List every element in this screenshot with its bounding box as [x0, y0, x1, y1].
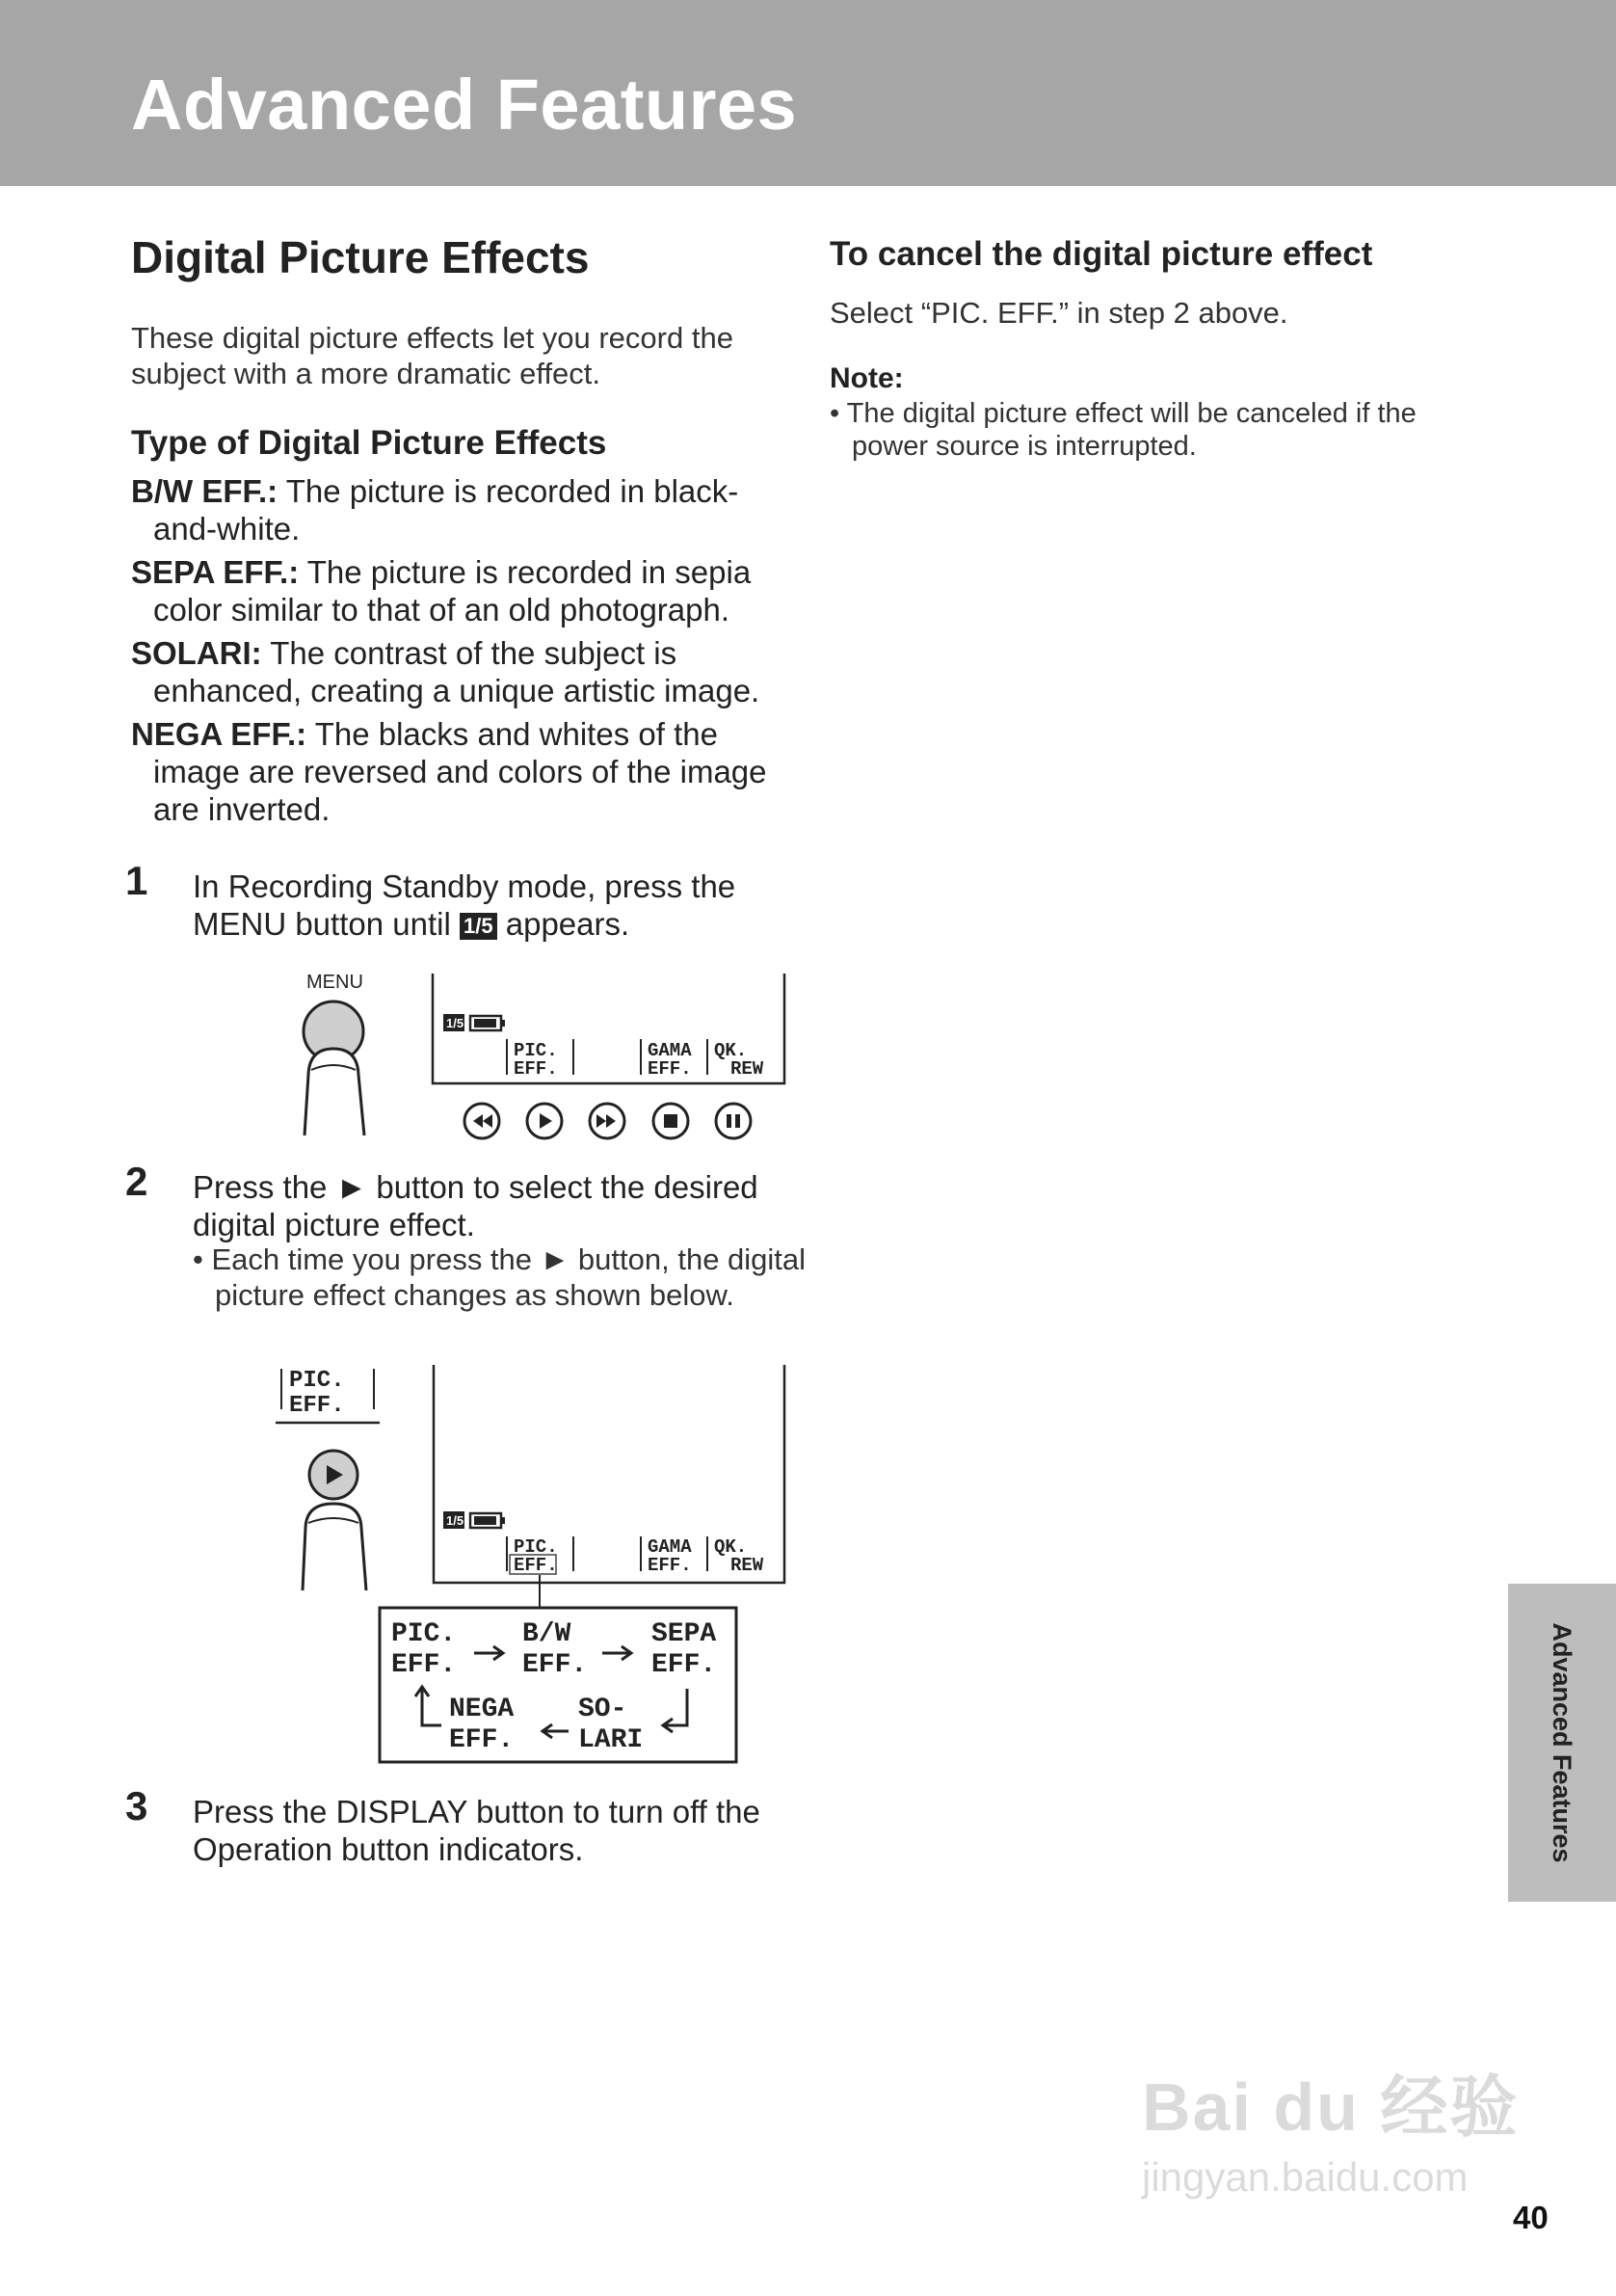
- menu-diagram: [279, 964, 800, 1157]
- cycle-item-top: PIC.: [391, 1619, 457, 1649]
- lcd-label-top: PIC.: [514, 1040, 558, 1061]
- battery-icon: [470, 1016, 505, 1030]
- lcd-label-bottom: EFF.: [648, 1058, 692, 1080]
- lcd-label-bottom: EFF.: [514, 1555, 558, 1576]
- lcd-label-top: PIC.: [514, 1536, 558, 1558]
- step-3-number: 3: [125, 1783, 148, 1829]
- lcd-label-top: QK.: [714, 1040, 748, 1061]
- baidu-watermark: [1142, 2053, 1519, 2201]
- lcd-screen: [434, 1365, 784, 1583]
- play-icon: [527, 1104, 562, 1138]
- page-indicator-icon: 1/5: [460, 913, 497, 940]
- lcd-page-icon: 1/5: [446, 1016, 464, 1030]
- lcd-label-bottom: REW: [730, 1555, 764, 1576]
- note-text: • The digital picture effect will be canceled if the power source is interrupted.: [830, 398, 1417, 462]
- cycle-item-top: SO-: [578, 1695, 627, 1724]
- effect-term: B/W EFF.:: [131, 473, 278, 509]
- cancel-heading: To cancel the digital picture effect: [830, 235, 1373, 273]
- cycle-item-bottom: EFF.: [449, 1725, 515, 1755]
- pic-eff-button-label: [276, 1368, 380, 1423]
- watermark-brand: Bai du 经验: [1142, 2069, 1520, 2145]
- lcd-label-bottom: EFF.: [514, 1058, 558, 1080]
- play-button-icon: [303, 1451, 366, 1590]
- menu-button-icon: [304, 1001, 364, 1135]
- section-intro: These digital picture effects let you record the subject with a more dramatic effect.: [131, 321, 733, 390]
- effect-term: SEPA EFF.:: [131, 554, 300, 590]
- lcd-label-bottom: EFF.: [648, 1555, 692, 1576]
- cancel-text: Select “PIC. EFF.” in step 2 above.: [830, 296, 1288, 330]
- step-3-text: Press the DISPLAY button to turn off the Operation button indicators.: [193, 1794, 760, 1867]
- effect-term: SOLARI:: [131, 635, 262, 671]
- fast-forward-icon: [590, 1104, 624, 1138]
- page-number: 40: [1513, 2200, 1549, 2235]
- effect-description: The picture is recorded in black-and-white.: [153, 473, 739, 547]
- effect-description: The picture is recorded in sepia color similar to that of an old photograph.: [153, 554, 752, 627]
- step-2-number: 2: [125, 1159, 148, 1204]
- cycle-item-bottom: EFF.: [391, 1650, 457, 1680]
- pause-icon: [716, 1104, 751, 1138]
- type-heading: Type of Digital Picture Effects: [131, 424, 607, 462]
- effect-term: NEGA EFF.:: [131, 716, 307, 752]
- rewind-icon: [464, 1104, 499, 1138]
- step-2-text: Press the ► button to select the desired digital picture effect.: [193, 1169, 758, 1242]
- section-title: Digital Picture Effects: [131, 232, 590, 282]
- cycle-box: [380, 1608, 736, 1762]
- note-title: Note:: [830, 362, 904, 394]
- step-1-text-after: appears.: [505, 906, 630, 942]
- step-1-text: [193, 868, 809, 943]
- watermark-url: jingyan.baidu.com: [1142, 2154, 1469, 2200]
- lcd-label-top: GAMA: [648, 1536, 692, 1558]
- lcd-page-icon: 1/5: [446, 1513, 464, 1528]
- step-1-text-before: In Recording Standby mode, press the MENU button until: [193, 868, 736, 942]
- cycle-item-bottom: EFF.: [651, 1650, 717, 1680]
- lcd-screen: [433, 974, 784, 1083]
- step-1-number: 1: [125, 858, 148, 903]
- cycle-item-bottom: EFF.: [522, 1650, 588, 1680]
- cycle-item-top: NEGA: [449, 1695, 515, 1724]
- cycle-item-bottom: LARI: [578, 1725, 644, 1755]
- lcd-label-top: GAMA: [648, 1040, 692, 1061]
- effect-item-nega: [131, 715, 789, 828]
- stop-icon: [653, 1104, 688, 1138]
- lcd-label-bottom: REW: [730, 1058, 764, 1080]
- effect-item-sepia: [131, 553, 789, 628]
- menu-button-label: MENU: [306, 972, 363, 993]
- side-tab: [1508, 1584, 1616, 1902]
- cycle-item-top: B/W: [522, 1619, 571, 1649]
- button-label-bottom: EFF.: [289, 1393, 345, 1419]
- cycle-item-top: SEPA: [651, 1619, 717, 1649]
- button-label-top: PIC.: [289, 1368, 345, 1394]
- effect-description: The blacks and whites of the image are reversed and colors of the image are inverted.: [153, 716, 767, 827]
- step-2-bullet: • Each time you press the ► button, the digital picture effect changes as shown below.: [193, 1242, 807, 1312]
- effect-item-bw: [131, 472, 789, 547]
- effect-cycle-diagram: [270, 1359, 809, 1774]
- effect-description: The contrast of the subject is enhanced, creating a unique artistic image.: [153, 635, 760, 708]
- effect-item-solari: [131, 634, 789, 709]
- page-title: Advanced Features: [131, 65, 798, 145]
- side-tab-label: Advanced Features: [1548, 1622, 1577, 1863]
- lcd-label-top: QK.: [714, 1536, 748, 1558]
